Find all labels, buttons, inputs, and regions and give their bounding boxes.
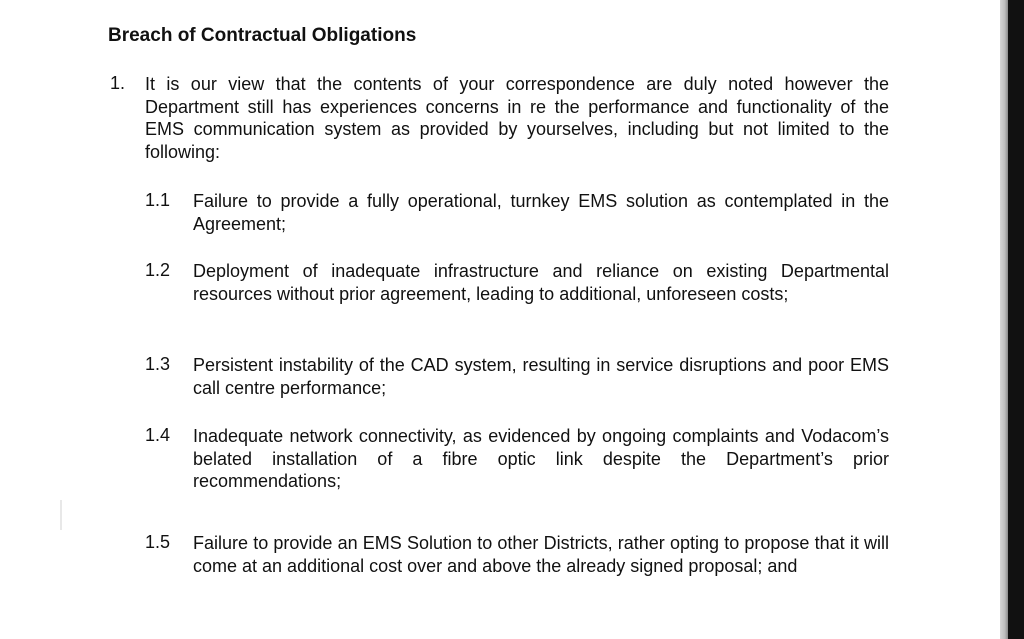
page-edge-shadow xyxy=(1000,0,1008,639)
sub-item-number: 1.5 xyxy=(145,532,171,552)
sub-item-number: 1.3 xyxy=(145,354,171,374)
main-item-number: 1. xyxy=(110,73,126,93)
sub-item-text: Deployment of inadequate infrastructure and reliance on existing Departmental resources without prior agreement, leading to additional, unforeseen costs; xyxy=(193,261,889,304)
main-item-text: It is our view that the contents of your correspondence are duly noted however the Department still has experiences concerns in re the performance and functionality of the EMS communication system as provided by yourselves, including but not limited to the following: xyxy=(145,74,889,162)
background-edge xyxy=(1008,0,1024,639)
sub-item-number: 1.2 xyxy=(145,260,171,280)
sub-item-number: 1.4 xyxy=(145,425,171,445)
scan-artifact xyxy=(60,500,62,530)
sub-item-text: Failure to provide an EMS Solution to other Districts, rather opting to propose that it will come at an additional cost over and above the already signed proposal; and xyxy=(193,533,889,576)
sub-item-text: Inadequate network connectivity, as evidenced by ongoing complaints and Vodacom’s belated installation of a fibre optic link despite the Department’s prior recommendations; xyxy=(193,426,889,491)
sub-item-text: Failure to provide a fully operational, turnkey EMS solution as contemplated in the Agreement; xyxy=(193,191,889,234)
sub-item-text: Persistent instability of the CAD system, resulting in service disruptions and poor EMS call centre performance; xyxy=(193,355,889,398)
section-heading: Breach of Contractual Obligations xyxy=(108,25,417,46)
sub-item-number: 1.1 xyxy=(145,190,171,210)
